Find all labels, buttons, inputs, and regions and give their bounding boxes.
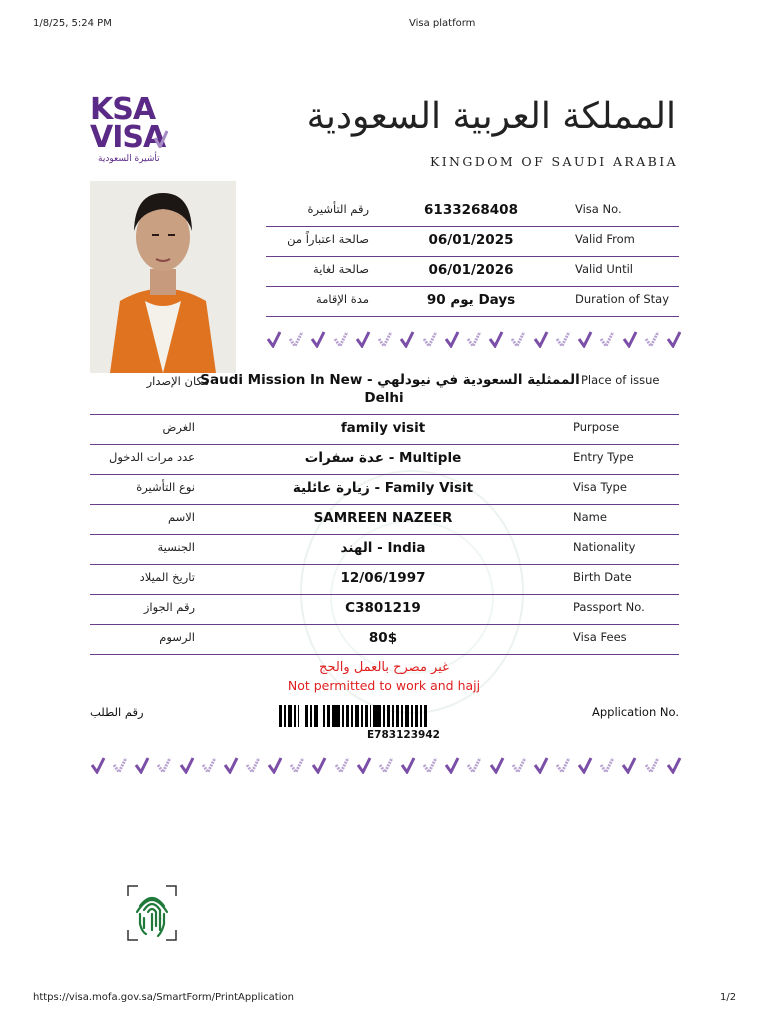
checkmark-band-top bbox=[266, 330, 682, 352]
field-passport-no bbox=[90, 594, 679, 625]
field-visa-fees bbox=[90, 624, 679, 655]
notice-arabic: غير مصرح بالعمل والحج bbox=[319, 660, 449, 675]
label-ar: نوع التأشيرة bbox=[136, 480, 195, 494]
label-ar: صالحة لغاية bbox=[313, 262, 369, 276]
check-icon bbox=[533, 756, 549, 774]
field-purpose bbox=[90, 414, 679, 445]
check-icon bbox=[156, 756, 172, 774]
check-icon bbox=[179, 756, 195, 774]
ksa-visa-logo bbox=[90, 92, 180, 168]
label-en: Duration of Stay bbox=[575, 292, 670, 306]
check-icon bbox=[399, 330, 415, 348]
check-icon bbox=[267, 756, 283, 774]
check-icon bbox=[533, 330, 549, 348]
label-ar: رقم الجواز bbox=[143, 600, 195, 614]
check-icon bbox=[112, 756, 128, 774]
logo-check-icon bbox=[154, 130, 168, 148]
check-icon bbox=[666, 756, 682, 774]
check-icon bbox=[266, 330, 282, 348]
check-icon bbox=[555, 330, 571, 348]
print-title: Visa platform bbox=[409, 18, 476, 29]
check-icon bbox=[311, 756, 327, 774]
check-icon bbox=[599, 756, 615, 774]
check-icon bbox=[334, 756, 350, 774]
footer-page: 1/2 bbox=[720, 992, 737, 1003]
check-icon bbox=[134, 756, 150, 774]
field-birth-date bbox=[90, 564, 679, 595]
label-en: Name bbox=[573, 510, 607, 524]
label-ar: الجنسية bbox=[157, 540, 195, 554]
application-number: E783123942 bbox=[367, 729, 440, 741]
check-icon bbox=[378, 756, 394, 774]
value-line1: Saudi Mission In New - الممثلية السعودية في نيودلهي bbox=[200, 372, 580, 388]
field-visa-type bbox=[90, 474, 679, 505]
check-icon bbox=[356, 756, 372, 774]
label-ar: تاريخ الميلاد bbox=[139, 570, 195, 584]
check-icon bbox=[90, 756, 106, 774]
check-icon bbox=[355, 330, 371, 348]
check-icon bbox=[422, 330, 438, 348]
checkmark-band-bottom bbox=[90, 756, 682, 778]
value: 06/01/2025 bbox=[428, 232, 514, 248]
label-en: Valid From bbox=[575, 232, 635, 246]
label-en: Visa No. bbox=[575, 202, 622, 216]
check-icon bbox=[422, 756, 438, 774]
field-entry-type bbox=[90, 444, 679, 475]
value: 12/06/1997 bbox=[340, 570, 426, 586]
check-icon bbox=[644, 330, 660, 348]
field-visa-no bbox=[266, 196, 679, 227]
application-label-en: Application No. bbox=[592, 705, 680, 719]
check-icon bbox=[310, 330, 326, 348]
footer-url: https://visa.mofa.gov.sa/SmartForm/PrintApplication bbox=[33, 992, 294, 1003]
check-icon bbox=[444, 756, 460, 774]
print-datetime: 1/8/25, 5:24 PM bbox=[33, 18, 112, 29]
label-en: Visa Type bbox=[573, 480, 627, 494]
check-icon bbox=[666, 330, 682, 348]
field-valid-until bbox=[266, 256, 679, 287]
logo-visa bbox=[90, 120, 180, 155]
check-icon bbox=[201, 756, 217, 774]
value: 6133268408 bbox=[424, 202, 518, 218]
label-en: Nationality bbox=[573, 540, 636, 554]
label-ar: مكان الإصدار bbox=[146, 374, 209, 388]
label-ar: صالحة اعتباراً من bbox=[287, 232, 369, 246]
label-ar: مدة الإقامة bbox=[316, 292, 369, 306]
check-icon bbox=[644, 756, 660, 774]
field-place-of-issue bbox=[90, 372, 679, 415]
check-icon bbox=[245, 756, 261, 774]
check-icon bbox=[488, 330, 504, 348]
check-icon bbox=[577, 756, 593, 774]
logo-visa-text: VISA bbox=[90, 120, 166, 155]
kingdom-title-arabic: المملكة العربية السعودية bbox=[306, 96, 676, 137]
notice-english: Not permitted to work and hajj bbox=[287, 678, 481, 693]
label-en: Place of issue bbox=[581, 373, 660, 387]
check-icon bbox=[466, 756, 482, 774]
check-icon bbox=[511, 756, 527, 774]
label-ar: الاسم bbox=[167, 510, 195, 524]
check-icon bbox=[444, 330, 460, 348]
value: 90 يوم Days bbox=[426, 292, 516, 308]
label-en: Birth Date bbox=[573, 570, 632, 584]
field-valid-from bbox=[266, 226, 679, 257]
field-name bbox=[90, 504, 679, 535]
label-en: Passport No. bbox=[573, 600, 645, 614]
application-barcode bbox=[279, 705, 429, 727]
check-icon bbox=[288, 330, 304, 348]
check-icon bbox=[510, 330, 526, 348]
label-ar: الغرض bbox=[162, 420, 195, 434]
label-ar: عدد مرات الدخول bbox=[109, 450, 195, 464]
check-icon bbox=[289, 756, 305, 774]
value: زيارة عائلية - Family Visit bbox=[292, 480, 474, 496]
check-icon bbox=[400, 756, 416, 774]
value: 06/01/2026 bbox=[428, 262, 514, 278]
logo-arabic: تأشيرة السعودية bbox=[98, 154, 160, 164]
kingdom-title-english: KINGDOM OF SAUDI ARABIA bbox=[429, 154, 678, 169]
check-icon bbox=[489, 756, 505, 774]
value: 80$ bbox=[368, 630, 398, 646]
check-icon bbox=[223, 756, 239, 774]
value: عدة سفرات - Multiple bbox=[304, 450, 462, 466]
value: C3801219 bbox=[345, 600, 421, 616]
label-en: Visa Fees bbox=[573, 630, 627, 644]
label-ar: الرسوم bbox=[159, 630, 195, 644]
check-icon bbox=[555, 756, 571, 774]
label-en: Purpose bbox=[573, 420, 620, 434]
field-nationality bbox=[90, 534, 679, 565]
field-duration bbox=[266, 286, 679, 317]
value: الهند - India bbox=[340, 540, 426, 556]
check-icon bbox=[377, 330, 393, 348]
label-en: Valid Until bbox=[575, 262, 633, 276]
applicant-photo bbox=[90, 181, 236, 373]
check-icon bbox=[622, 330, 638, 348]
application-label-ar: رقم الطلب bbox=[90, 705, 144, 719]
check-icon bbox=[333, 330, 349, 348]
label-en: Entry Type bbox=[573, 450, 634, 464]
label-ar: رقم التأشيرة bbox=[307, 202, 369, 216]
value-line2: Delhi bbox=[364, 390, 404, 406]
check-icon bbox=[599, 330, 615, 348]
value: SAMREEN NAZEER bbox=[313, 510, 453, 526]
fingerprint-icon bbox=[126, 884, 178, 942]
logo-ksa: KSA bbox=[90, 92, 156, 127]
check-icon bbox=[466, 330, 482, 348]
check-icon bbox=[577, 330, 593, 348]
check-icon bbox=[621, 756, 637, 774]
value: family visit bbox=[340, 420, 426, 436]
